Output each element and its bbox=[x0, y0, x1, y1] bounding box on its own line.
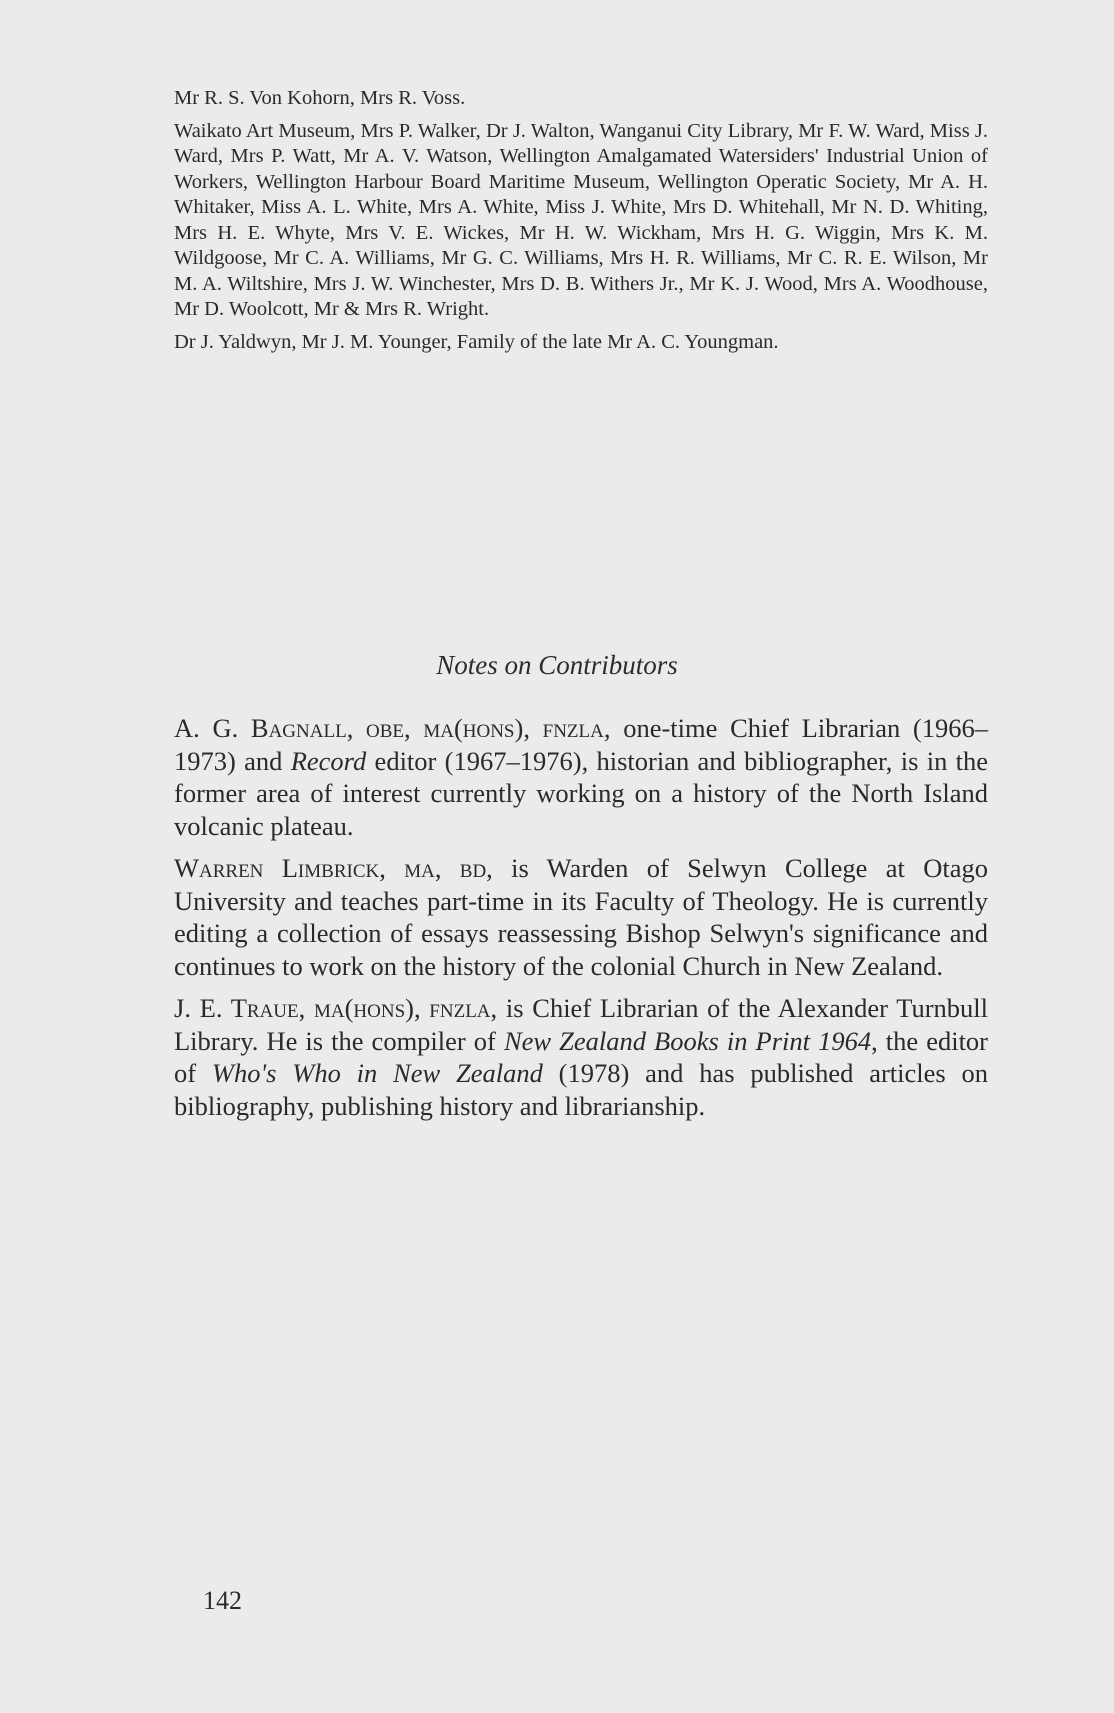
contributor-entry bbox=[174, 852, 988, 982]
contributor-text: is Warden of Selwyn College at Otago University and teaches part-time in its Faculty of Theology. He is currently editing a collection of essays reassessing Bishop Selwyn's significance and continues to work on the history of the colonial Church in New Zealand. bbox=[174, 853, 988, 981]
ack-paragraph-v: Mr R. S. Von Kohorn, Mrs R. Voss. bbox=[174, 87, 466, 109]
contributor-entry bbox=[174, 712, 988, 842]
contributor-text: editor (1967–1976), historian and bibliographer, is in the former area of interest currently working on a history of the North Island volcanic plateau. bbox=[174, 745, 988, 841]
acknowledgements-list bbox=[174, 86, 988, 362]
contributor-credentials: , ma, bd, bbox=[379, 853, 493, 883]
ack-paragraph-y: Dr J. Yaldwyn, Mr J. M. Younger, Family of the late Mr A. C. Youngman. bbox=[174, 330, 779, 353]
contributor-entry bbox=[174, 992, 988, 1122]
contributor-credentials: , ma(hons), fnzla, bbox=[298, 993, 498, 1023]
contributor-text: (1978) and has published articles on bibliography, publishing history and librarianship. bbox=[174, 1058, 989, 1121]
contributor-text: is Chief Librarian of the Alexander Turnbull Library. He is the compiler of bbox=[174, 993, 988, 1056]
contributor-text: , the editor of bbox=[174, 1025, 989, 1088]
contributor-name: A. G. Bagnall bbox=[174, 713, 347, 743]
contributor-title: Who's Who in New Zealand bbox=[211, 1058, 543, 1088]
contributor-title: New Zealand Books in Print 1964 bbox=[503, 1025, 872, 1056]
contributors-notes bbox=[174, 712, 988, 1132]
page-number: 142 bbox=[203, 1586, 242, 1615]
contributor-name: J. E. Traue bbox=[174, 993, 299, 1023]
contributor-title: Record bbox=[290, 745, 367, 776]
ack-paragraph-w: Waikato Art Museum, Mrs P. Walker, Dr J. Walton, Wanganui City Library, Mr F. W. Ward, Miss J. Ward, Mrs P. Watt, Mr A. V. Watson, Wellington Amalgamated Watersiders' Industrial Union of Workers, Wellington Harbour Board Maritime Museum, Wellington Operatic Society, Mr A. H. Whitaker, Miss A. L. White, Mrs A. White, Miss J. White, Mrs D. Whitehall, Mr N. D. Whiting, Mrs H. E. Whyte, Mrs V. E. Wickes, Mr H. W. Wickham, Mrs H. G. Wiggin, Mrs K. M. Wildgoose, Mr C. A. Williams, Mr G. C. Williams, Mrs H. R. Williams, Mr C. R. E. Wilson, Mr M. A. Wiltshire, Mrs J. W. Winchester, Mrs D. B. Withers Jr., Mr K. J. Wood, Mrs A. Woodhouse, Mr D. Woolcott, Mr & Mrs R. Wright. bbox=[174, 119, 988, 320]
contributor-credentials: , obe, ma(hons), fnzla, bbox=[346, 713, 611, 743]
notes-heading: Notes on Contributors bbox=[436, 650, 678, 680]
contributor-text: one-time Chief Librarian (1966–1973) and bbox=[174, 713, 988, 776]
contributor-name: Warren Limbrick bbox=[174, 853, 380, 883]
